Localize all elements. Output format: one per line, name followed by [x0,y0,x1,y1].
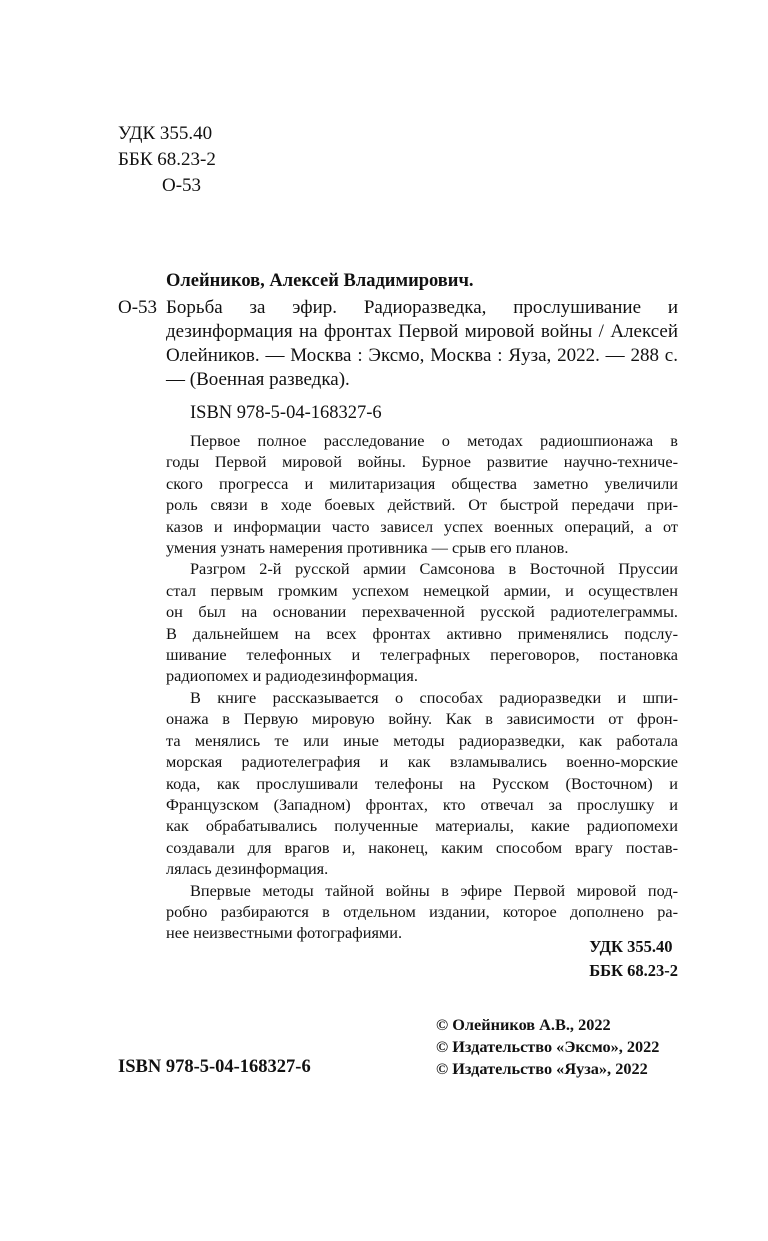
udk-code: УДК 355.40 [118,123,213,144]
bottom-bbk-code: ББК 68.23-2 [589,961,678,980]
footer-isbn: ISBN 978-5-04-168327-6 [118,1057,311,1077]
annotation-line: радиопомех и радиодезинформация. [166,666,418,686]
annotation-line: онажа в Первую мировую войну. Как в зависимости от фрон- [166,709,678,729]
annotation-line: годы Первой мировой войны. Бурное развитие научно-техниче- [166,452,678,472]
annotation-line: робно разбираются в отдельном издании, которое дополнено ра- [166,901,678,921]
annotation-line: Разгром 2-й русской армии Самсонова в Восточной Пруссии [190,559,678,579]
copyright-eksmo: © Издательство «Эксмо», 2022 [436,1037,660,1056]
copyright-author: © Олейников А.В., 2022 [436,1015,611,1034]
copyright-block [436,1014,659,1080]
annotation-line: В книге рассказывается о способах радиоразведки и шпи- [190,687,678,707]
annotation-line: он был на основании перехваченной русской радиотелеграммы. [166,602,678,622]
annotation-line: казов и информации часто зависел успех военных операций, а от [166,516,678,536]
bottom-codes [589,935,678,983]
author-mark: О-53 [162,175,202,196]
annotation [166,430,678,944]
annotation-line: умения узнать намерения противника — срыв его планов. [166,538,569,558]
author-heading: Олейников, Алексей Владимирович. [166,271,474,291]
annotation-line: морская радиотелеграфия и как взламывались военно-морские [166,752,678,772]
annotation-line: та менялись те или иные методы радиоразведки, как работала [166,730,678,750]
annotation-line: как обрабатывались полученные материалы, какие радиопомехи [166,816,678,836]
bibliographic-description: Борьба за эфир. Радиоразведка, прослушивание и дезинформация на фронтах Первой мировой войны / Алексей Олейников. — Москва : Эксмо, Москва : Яуза, 2022. — 288 с. — (Военная разведка). [166,297,678,390]
bottom-udk-code: УДК 355.40 [589,937,673,956]
entry-author-mark: О-53 [118,297,158,318]
annotation-line: В дальнейшем на всех фронтах активно применялись подслу- [166,623,678,643]
annotation-line: ского прогресса и милитаризация общества заметно увеличили [166,473,678,493]
annotation-line: Французском (Западном) фронтах, кто отвечал за прослушку и [166,794,678,814]
annotation-line: лялась дезинформация. [166,859,329,879]
annotation-line: роль связи в ходе боевых действий. От быстрой передачи при- [166,495,678,515]
annotation-line: нее неизвестными фотографиями. [166,923,403,943]
annotation-line: создавали для врагов и, наконец, каким способом врагу постав- [166,837,678,857]
entry-isbn: ISBN 978-5-04-168327-6 [190,403,382,423]
annotation-line: Первое полное расследование о методах радиошпионажа в [190,431,678,450]
annotation-line: Впервые методы тайной войны в эфире Первой мировой под- [190,880,678,900]
copyright-yauza: © Издательство «Яуза», 2022 [436,1059,648,1078]
annotation-line: стал первым громким успехом немецкой армии, и осуществлен [166,580,678,600]
annotation-line: шивание телефонных и телеграфных переговоров, постановка [166,645,678,665]
bbk-code: ББК 68.23-2 [118,149,216,170]
annotation-line: кода, как прослушивали телефоны на Русском (Восточном) и [166,773,678,793]
